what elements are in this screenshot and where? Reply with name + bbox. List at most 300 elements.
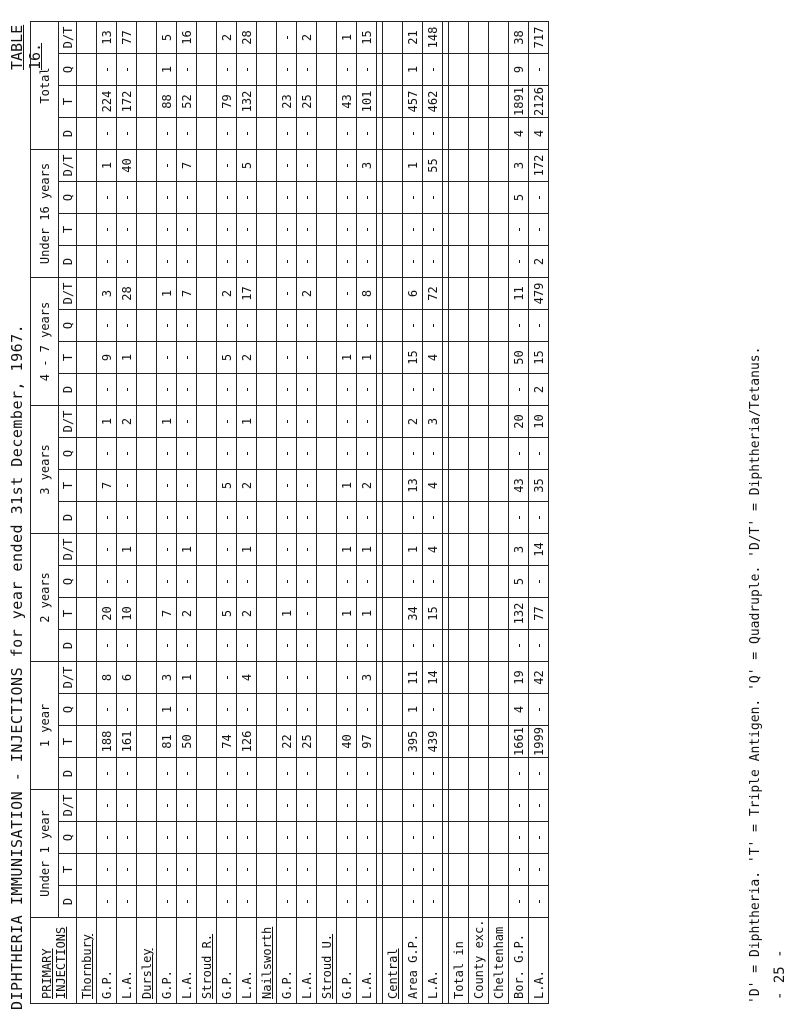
table-cell: 1 (117, 342, 137, 374)
table-cell (469, 758, 489, 790)
table-cell: - (217, 310, 237, 342)
table-cell: - (117, 854, 137, 886)
table-cell: - (217, 758, 237, 790)
table-row (117, 22, 137, 1004)
table-cell: - (237, 566, 257, 598)
table-cell: 1 (337, 534, 357, 566)
table-cell (383, 854, 403, 886)
table-cell: - (337, 822, 357, 854)
table-cell (489, 726, 509, 758)
table-cell: 1 (157, 54, 177, 86)
table-cell: 5 (237, 150, 257, 182)
table-cell: 97 (357, 726, 377, 758)
table-cell: - (297, 790, 317, 822)
table-cell: - (403, 886, 423, 918)
table-cell: 13 (403, 470, 423, 502)
sub-header-cell: Q (59, 822, 77, 854)
table-cell: 5 (157, 22, 177, 54)
table-cell (317, 502, 337, 534)
table-cell: - (277, 854, 297, 886)
table-cell (257, 438, 277, 470)
table-cell (469, 854, 489, 886)
table-cell: 1 (357, 534, 377, 566)
table-cell (383, 534, 403, 566)
group-under-1: Under 1 year (31, 790, 59, 918)
table-cell: 3 (509, 150, 529, 182)
table-cell: - (117, 214, 137, 246)
table-cell: - (357, 758, 377, 790)
table-cell: - (297, 54, 317, 86)
table-cell: - (297, 694, 317, 726)
row-label: Central (383, 918, 403, 1004)
table-cell: - (157, 342, 177, 374)
table-cell: 11 (509, 278, 529, 310)
table-cell: - (529, 790, 549, 822)
table-cell (383, 630, 403, 662)
table-cell: 1891 (509, 86, 529, 118)
table-cell (469, 566, 489, 598)
table-cell: 1 (277, 598, 297, 630)
table-cell: - (403, 854, 423, 886)
table-cell: 20 (97, 598, 117, 630)
table-cell: 5 (217, 342, 237, 374)
sub-header-cell: D/T (59, 662, 77, 694)
sub-header-cell: D/T (59, 790, 77, 822)
sub-header-cell: T (59, 342, 77, 374)
table-cell: - (337, 118, 357, 150)
table-cell: - (117, 54, 137, 86)
table-cell: 77 (529, 598, 549, 630)
table-cell (137, 886, 157, 918)
table-cell: - (277, 118, 297, 150)
table-cell: - (177, 854, 197, 886)
table-cell (449, 886, 469, 918)
table-cell (383, 758, 403, 790)
table-cell: 3 (423, 406, 443, 438)
table-cell: - (357, 566, 377, 598)
table-cell: 1 (177, 534, 197, 566)
table-cell: - (297, 598, 317, 630)
table-cell: - (217, 630, 237, 662)
table-cell: 35 (529, 470, 549, 502)
sub-header-cell: D (59, 758, 77, 790)
table-cell (489, 822, 509, 854)
table-cell: - (357, 214, 377, 246)
table-cell (489, 150, 509, 182)
table-cell (449, 790, 469, 822)
table-cell: - (357, 694, 377, 726)
table-cell (137, 182, 157, 214)
table-cell: 4 (237, 662, 257, 694)
table-cell: - (529, 854, 549, 886)
table-cell (77, 886, 97, 918)
table-cell (257, 150, 277, 182)
sub-header-cell: Q (59, 310, 77, 342)
table-cell (449, 150, 469, 182)
table-cell (383, 54, 403, 86)
table-cell: - (117, 310, 137, 342)
table-cell: - (157, 374, 177, 406)
table-cell: - (297, 886, 317, 918)
table-cell: - (157, 214, 177, 246)
table-cell (449, 54, 469, 86)
table-cell: - (157, 822, 177, 854)
table-cell: 7 (97, 470, 117, 502)
table-cell (317, 566, 337, 598)
sub-header-cell: D (59, 886, 77, 918)
table-cell (197, 182, 217, 214)
table-cell (197, 118, 217, 150)
table-cell: - (423, 182, 443, 214)
table-cell: - (337, 150, 357, 182)
row-label: Cheltenham (489, 918, 509, 1004)
table-cell: - (277, 886, 297, 918)
table-cell (197, 54, 217, 86)
table-cell: - (297, 182, 317, 214)
table-cell: - (423, 214, 443, 246)
table-cell: - (237, 630, 257, 662)
sub-header-cell: D (59, 374, 77, 406)
table-cell: - (423, 118, 443, 150)
table-cell: - (357, 630, 377, 662)
table-cell (197, 598, 217, 630)
table-cell: 717 (529, 22, 549, 54)
table-cell: 88 (157, 86, 177, 118)
table-cell (137, 118, 157, 150)
table-cell: 2 (357, 470, 377, 502)
table-cell: - (217, 182, 237, 214)
table-cell: 2 (529, 374, 549, 406)
table-cell: 81 (157, 726, 177, 758)
table-cell (489, 278, 509, 310)
table-cell: - (529, 822, 549, 854)
table-cell: 19 (509, 662, 529, 694)
row-label: Thornbury (77, 918, 97, 1004)
table-cell: - (423, 694, 443, 726)
table-cell: 50 (509, 342, 529, 374)
table-cell (489, 214, 509, 246)
table-cell (197, 86, 217, 118)
table-cell: - (423, 790, 443, 822)
table-cell (489, 470, 509, 502)
table-cell: 4 (423, 470, 443, 502)
table-row (237, 22, 257, 1004)
table-cell: 462 (423, 86, 443, 118)
table-cell: - (357, 502, 377, 534)
table-cell: 6 (117, 662, 137, 694)
table-cell: - (423, 374, 443, 406)
table-cell (489, 374, 509, 406)
table-cell: 2 (217, 278, 237, 310)
table-cell: - (337, 790, 357, 822)
table-cell (197, 310, 217, 342)
table-cell: - (357, 54, 377, 86)
table-cell: 1 (337, 470, 357, 502)
table-cell: - (217, 214, 237, 246)
table-cell (77, 86, 97, 118)
table-cell: 28 (237, 22, 257, 54)
table-cell (489, 534, 509, 566)
table-cell: 15 (423, 598, 443, 630)
table-cell: - (217, 886, 237, 918)
table-row (297, 22, 317, 1004)
table-cell (469, 790, 489, 822)
table-cell: 15 (403, 342, 423, 374)
table-cell (77, 726, 97, 758)
table-cell (469, 502, 489, 534)
table-cell: - (423, 822, 443, 854)
table-cell: - (357, 118, 377, 150)
table-cell: - (529, 310, 549, 342)
table-cell: - (237, 438, 257, 470)
table-cell: 1 (117, 534, 137, 566)
table-cell (469, 726, 489, 758)
table-cell: - (217, 854, 237, 886)
row-label: L.A. (237, 918, 257, 1004)
table-cell: - (529, 886, 549, 918)
row-label: L.A. (177, 918, 197, 1004)
table-cell: - (277, 566, 297, 598)
table-cell (77, 214, 97, 246)
table-cell: - (337, 438, 357, 470)
row-label: L.A. (529, 918, 549, 1004)
table-cell (469, 598, 489, 630)
table-cell (197, 822, 217, 854)
table-cell: - (157, 470, 177, 502)
table-cell (77, 790, 97, 822)
table-cell (257, 886, 277, 918)
table-cell (317, 406, 337, 438)
table-cell (197, 246, 217, 278)
table-cell: 34 (403, 598, 423, 630)
table-cell: - (529, 54, 549, 86)
table-cell (449, 630, 469, 662)
table-cell: - (177, 374, 197, 406)
table-cell (197, 150, 217, 182)
table-cell: 3 (157, 662, 177, 694)
table-cell (77, 470, 97, 502)
table-cell: - (177, 438, 197, 470)
table-cell: 1 (157, 694, 177, 726)
table-cell: - (509, 374, 529, 406)
table-cell: - (217, 118, 237, 150)
table-row (449, 22, 469, 1004)
table-cell: - (337, 758, 357, 790)
table-cell (257, 790, 277, 822)
table-cell (449, 662, 469, 694)
sub-header-cell: T (59, 854, 77, 886)
table-cell: - (277, 150, 297, 182)
table-row (469, 22, 489, 1004)
table-row (423, 22, 443, 1004)
table-cell: - (217, 662, 237, 694)
sub-header-cell: T (59, 470, 77, 502)
table-cell (469, 374, 489, 406)
table-cell (469, 534, 489, 566)
table-cell (257, 214, 277, 246)
table-cell: - (297, 214, 317, 246)
table-cell (77, 54, 97, 86)
table-cell: - (177, 886, 197, 918)
table-row (277, 22, 297, 1004)
table-cell: - (403, 822, 423, 854)
row-label: L.A. (117, 918, 137, 1004)
sub-header-cell: T (59, 214, 77, 246)
table-cell: - (237, 854, 257, 886)
table-cell: 132 (237, 86, 257, 118)
table-cell: - (277, 630, 297, 662)
table-cell: - (403, 374, 423, 406)
table-cell: - (177, 406, 197, 438)
table-cell (469, 694, 489, 726)
table-cell: - (403, 214, 423, 246)
table-cell (383, 566, 403, 598)
group-2-years: 2 years (31, 534, 59, 662)
table-cell: - (509, 886, 529, 918)
table-cell: 161 (117, 726, 137, 758)
table-cell (77, 342, 97, 374)
table-cell (77, 406, 97, 438)
table-cell: - (217, 374, 237, 406)
table-cell: - (97, 758, 117, 790)
table-cell: - (297, 566, 317, 598)
sub-header-cell: D/T (59, 150, 77, 182)
table-cell (317, 22, 337, 54)
table-cell (137, 630, 157, 662)
table-cell (317, 822, 337, 854)
table-cell: - (509, 438, 529, 470)
table-cell (137, 822, 157, 854)
table-cell: - (277, 790, 297, 822)
table-cell (317, 534, 337, 566)
table-cell (489, 630, 509, 662)
table-cell (383, 118, 403, 150)
table-cell: 20 (509, 406, 529, 438)
table-cell (137, 278, 157, 310)
table-cell: 3 (357, 150, 377, 182)
table-cell: 3 (97, 278, 117, 310)
table-cell: - (509, 630, 529, 662)
table-cell (469, 886, 489, 918)
table-cell (449, 22, 469, 54)
table-cell: - (423, 566, 443, 598)
table-cell: - (157, 246, 177, 278)
sub-header-cell: Q (59, 566, 77, 598)
table-cell (137, 22, 157, 54)
table-cell (317, 694, 337, 726)
table-cell: - (423, 438, 443, 470)
table-cell: - (529, 502, 549, 534)
table-cell: - (217, 438, 237, 470)
table-cell (197, 886, 217, 918)
sub-header-cell: D/T (59, 406, 77, 438)
table-cell: - (277, 214, 297, 246)
table-cell: - (337, 886, 357, 918)
table-cell: 5 (509, 566, 529, 598)
table-cell: 1 (357, 342, 377, 374)
table-cell: - (357, 246, 377, 278)
row-label: Stroud U. (317, 918, 337, 1004)
table-cell: 4 (423, 534, 443, 566)
table-cell: - (97, 886, 117, 918)
table-cell: 15 (529, 342, 549, 374)
table-cell: 457 (403, 86, 423, 118)
table-cell: 5 (217, 598, 237, 630)
sub-header-cell: Q (59, 438, 77, 470)
table-cell: 14 (529, 534, 549, 566)
table-cell: 72 (423, 278, 443, 310)
table-cell: 40 (117, 150, 137, 182)
table-cell (137, 662, 157, 694)
table-cell: - (337, 566, 357, 598)
table-cell (197, 502, 217, 534)
table-cell (137, 534, 157, 566)
table-cell (77, 182, 97, 214)
table-cell: - (337, 406, 357, 438)
table-cell (197, 342, 217, 374)
sub-header-cell: D (59, 246, 77, 278)
table-cell (383, 470, 403, 502)
table-cell (197, 854, 217, 886)
table-cell: - (509, 310, 529, 342)
sub-header-cell: Q (59, 694, 77, 726)
table-cell: - (157, 182, 177, 214)
table-cell: 1 (403, 534, 423, 566)
table-cell: - (337, 246, 357, 278)
table-cell: - (337, 854, 357, 886)
table-cell: - (337, 502, 357, 534)
table-cell: - (277, 822, 297, 854)
table-cell (77, 278, 97, 310)
table-cell: - (403, 438, 423, 470)
table-row (197, 22, 217, 1004)
table-cell (197, 694, 217, 726)
table-cell: - (237, 182, 257, 214)
table-cell: - (529, 630, 549, 662)
table-cell (257, 726, 277, 758)
table-cell (383, 342, 403, 374)
table-cell (383, 86, 403, 118)
table-cell: - (423, 54, 443, 86)
table-cell: - (337, 662, 357, 694)
table-cell (469, 406, 489, 438)
row-label: G.P. (97, 918, 117, 1004)
table-cell (137, 470, 157, 502)
table-cell: - (297, 758, 317, 790)
table-cell: 7 (177, 150, 197, 182)
table-cell (449, 694, 469, 726)
table-cell: 4 (509, 694, 529, 726)
table-cell: - (117, 470, 137, 502)
table-cell: - (297, 406, 317, 438)
table-cell (469, 470, 489, 502)
table-cell: - (157, 150, 177, 182)
table-cell: - (177, 54, 197, 86)
sub-header-cell: T (59, 86, 77, 118)
table-cell: - (357, 886, 377, 918)
table-cell (383, 438, 403, 470)
table-cell (449, 214, 469, 246)
table-cell: - (297, 502, 317, 534)
table-cell: - (297, 854, 317, 886)
table-cell (469, 630, 489, 662)
table-cell: - (177, 630, 197, 662)
table-row (337, 22, 357, 1004)
table-cell (469, 246, 489, 278)
table-cell: - (277, 406, 297, 438)
table-cell (257, 246, 277, 278)
table-cell: 25 (297, 86, 317, 118)
